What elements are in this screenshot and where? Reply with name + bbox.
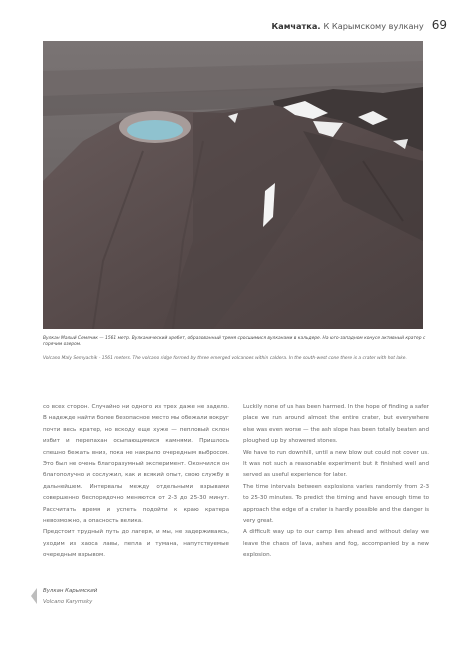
header-section-title: Камчатка. <box>271 21 321 31</box>
body-column-english <box>243 402 429 562</box>
body-paragraph: Предстоит трудный путь до лагеря, и мы, не задерживаясь, уходим из хаоса лавы, пепла и тумана, напутствуемые очередным взрывом. <box>43 529 229 559</box>
body-paragraph: Luckily none of us has been harmed. In the hope of finding a safer place we run around almost the entire crater, but everywhere else was even worse — the ash slope has been totally beaten and ploughed up by showered stones. <box>243 404 429 445</box>
volcano-photo <box>43 41 423 329</box>
photo-caption-russian: Вулкан Малый Семячик — 1561 метр. Вулканический хребет, образованный тремя сросшимися вулканами в кальдере. На юго-западном конусе активный кратер с горячим озером. <box>43 336 426 348</box>
body-paragraph: A difficult way up to our camp lies ahead and without delay we leave the chaos of lava, ashes and fog, accompanied by a new explosion. <box>243 529 429 559</box>
previous-page-arrow-icon[interactable] <box>31 588 37 604</box>
photo-caption-english: Volcano Maly Semyachik - 1561 meters. The volcano ridge formed by three emerged volcanoes within caldera. In the south-west cone there is a crater with hot lake. <box>43 356 407 361</box>
body-column-russian <box>43 402 229 562</box>
page-number: 69 <box>431 18 447 32</box>
volcano-photo-illustration <box>43 41 423 329</box>
footer-caption-russian: Вулкан Карымский <box>43 588 98 594</box>
body-paragraph: со всех сторон. Случайно ни одного из трех даже не задело. В надежде найти более безопасное место мы обежали вокруг почти весь кратер, но вскоду еще хуже — пепловый склон избит и перепахан осыпающимися камнями. Пришлось спешно бежать вниз, пока не накрыло очередным выбросом. Это был не очень благоразумный эксперимент. Окончился он благополучно и сослужил, как и всякий опыт, свою службу в дальнейшем. Интервалы между отдельными взрывами совершенно беспорядочно меняются от 2-3 до 25-30 минут. Рассчитать время и успеть подойти к краю кратера невозможно, а опасность велика. <box>43 404 229 525</box>
body-paragraph: We have to run downhill, until a new blow out could not cover us. It was not such a reasonable experiment but it finished well and served as useful experience for later. <box>243 449 429 479</box>
footer-caption-english: Volcano Karymsky <box>43 599 93 605</box>
header-section-subtitle: К Карымскому вулкану <box>323 21 424 31</box>
running-header <box>271 18 447 32</box>
body-paragraph: The time intervals between explosions varies randomly from 2-3 to 25-30 minutes. To predict the timing and have enough time to approach the edge of a crater is hardly possible and the danger is very great. <box>243 483 429 525</box>
